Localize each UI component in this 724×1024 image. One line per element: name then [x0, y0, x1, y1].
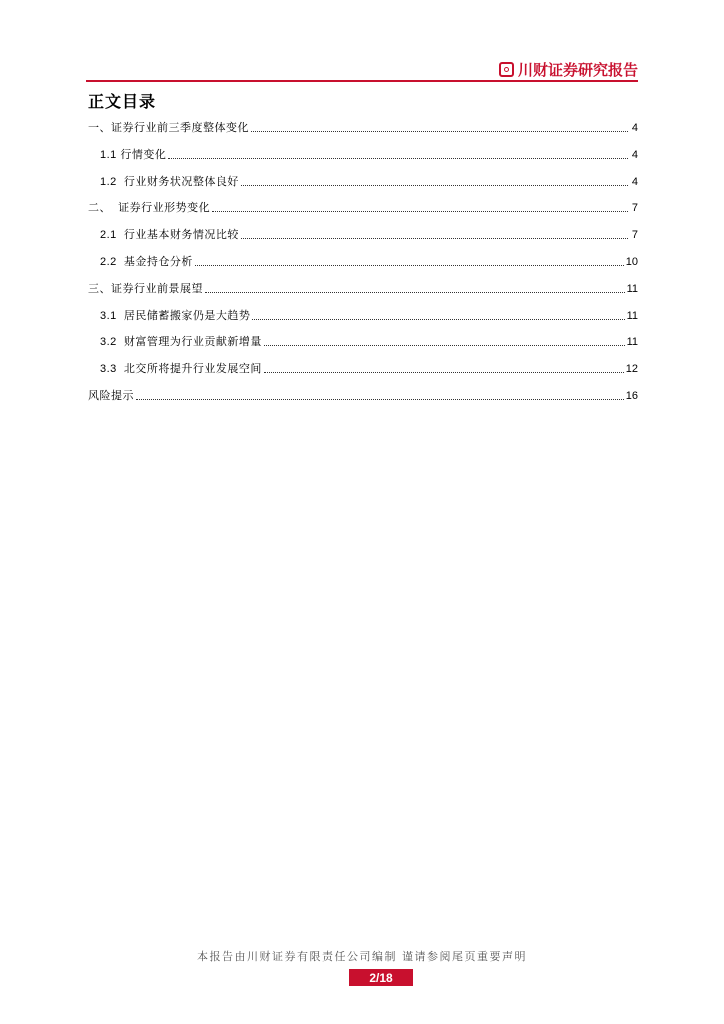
toc-page-number: 11 [626, 309, 638, 322]
toc-leader-dots [212, 210, 628, 212]
toc-entry[interactable] [88, 199, 638, 215]
toc-leader-dots [205, 291, 625, 293]
toc-entry[interactable] [100, 253, 638, 269]
page-number-badge: 2/18 [349, 969, 413, 986]
toc-leader-dots [241, 237, 628, 239]
toc-page-number: 16 [625, 390, 638, 402]
toc-entry-number: 3.3 [100, 363, 117, 376]
toc-entry-text [88, 389, 134, 403]
toc-page-number: 10 [625, 256, 638, 268]
toc-page-number: 4 [631, 148, 638, 161]
toc-entry-number: 3.1 [100, 309, 117, 322]
toc-entry-title: 二、 证券行业形势变化 [88, 202, 211, 215]
toc-entry-title: 风险提示 [88, 390, 134, 402]
toc-entry-title: 北交所将提升行业发展空间 [116, 363, 262, 376]
toc-page-number: 4 [631, 122, 638, 134]
toc-entry-number: 2.2 [100, 256, 117, 268]
toc-entry-title: 行业财务状况整体良好 [116, 175, 239, 188]
toc-entry-text [88, 121, 249, 135]
toc-entry[interactable] [88, 387, 638, 403]
company-logo-icon [499, 62, 514, 77]
toc-entry-text [100, 148, 166, 162]
toc-entry-title: 居民储蓄搬家仍是大趋势 [116, 309, 251, 322]
header-divider [86, 80, 638, 82]
toc-entry[interactable] [100, 226, 638, 242]
toc-leader-dots [136, 398, 624, 400]
toc-entry[interactable] [88, 119, 638, 135]
toc-entry-number: 1.1 [100, 148, 117, 161]
toc-entry-text [100, 362, 262, 376]
toc-page-number: 7 [631, 229, 638, 242]
toc-page-number: 11 [626, 282, 638, 295]
toc-leader-dots [264, 371, 624, 373]
toc-entry-title: 行业基本财务情况比较 [116, 229, 239, 242]
toc-entry-text [100, 255, 193, 269]
toc-leader-dots [251, 130, 628, 132]
toc-leader-dots [264, 344, 625, 346]
toc-entry-title: 三、证券行业前景展望 [88, 282, 203, 295]
toc-entry-text [88, 201, 210, 215]
toc-entry[interactable] [100, 173, 638, 189]
toc-leader-dots [195, 264, 624, 266]
toc-entry-title: 财富管理为行业贡献新增量 [116, 336, 262, 349]
footer-disclaimer: 本报告由川财证券有限责任公司编制 谨请参阅尾页重要声明 [197, 950, 527, 963]
toc-page-number: 7 [631, 202, 638, 215]
toc-entry-title: 行情变化 [116, 148, 167, 161]
toc-leader-dots [168, 157, 628, 159]
toc-entry-number: 1.2 [100, 175, 117, 188]
toc-entry-text [100, 228, 239, 242]
toc-entry-title: 基金持仓分析 [116, 256, 193, 268]
toc-entry[interactable] [88, 280, 638, 296]
toc-entry-text [100, 335, 262, 349]
toc-page-number: 4 [631, 175, 638, 188]
toc-entry[interactable] [100, 307, 638, 323]
toc-entry-number: 3.2 [100, 336, 117, 349]
toc-title: 正文目录 [88, 92, 157, 111]
toc-entry[interactable] [100, 333, 638, 349]
brand-name: 川财证券研究报告 [517, 61, 638, 79]
toc-page-number: 11 [626, 336, 638, 349]
toc-leader-dots [241, 184, 628, 186]
header-brand [499, 59, 638, 80]
toc-entry-text [100, 309, 250, 323]
toc-entry-text [88, 282, 203, 296]
toc-entry[interactable] [100, 146, 638, 162]
toc-entry-title: 一、证券行业前三季度整体变化 [88, 122, 249, 134]
toc-leader-dots [252, 318, 624, 320]
toc-entry-text [100, 175, 239, 189]
toc-page-number: 12 [625, 363, 638, 376]
toc-entry[interactable] [100, 360, 638, 376]
toc-entry-number: 2.1 [100, 229, 117, 242]
